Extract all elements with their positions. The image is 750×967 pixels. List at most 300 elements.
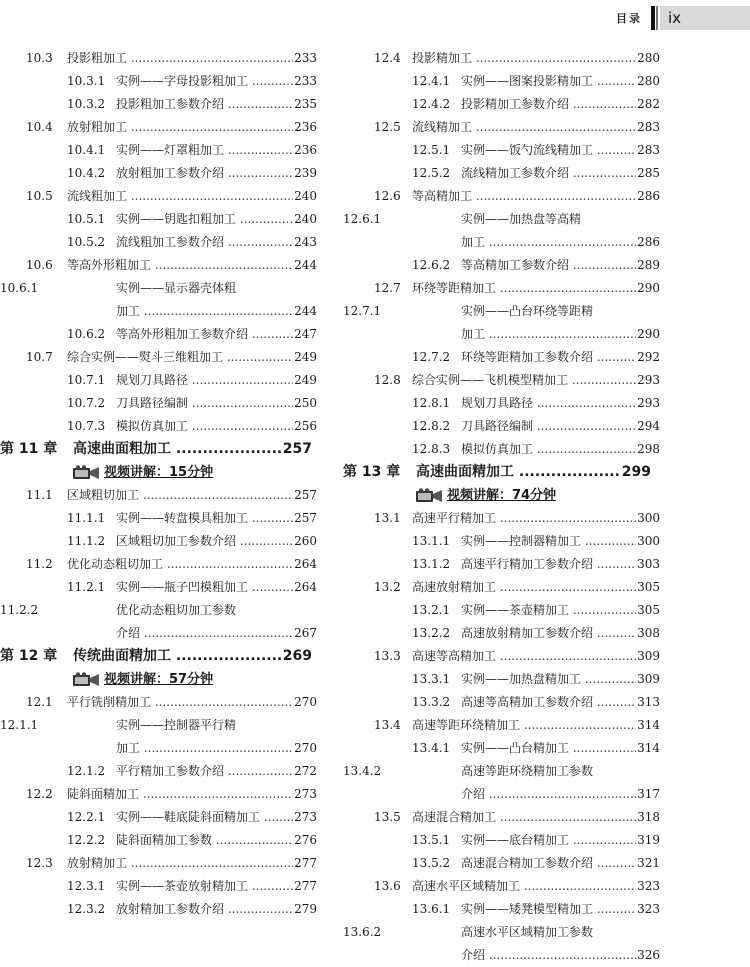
entry-number: 10.6 [26,258,53,272]
entry-title: 投影粗加工 ..... [67,47,302,70]
entry-number: 10.4 [26,120,53,134]
toc-section-entry[interactable] [343,714,673,737]
toc-section-entry[interactable] [0,47,330,70]
toc-chapter-entry[interactable] [0,645,330,668]
entry-page: 313 [636,691,660,714]
toc-subsection-entry[interactable] [0,208,330,231]
entry-page: 283 [636,116,660,139]
entry-number: 13.4 [374,718,401,732]
entry-number: 12.1.2 [67,764,106,778]
entry-page: 285 [636,162,660,185]
toc-section-entry[interactable] [343,645,673,668]
entry-title: 高速等高精加工参数介绍 ..... [461,691,645,714]
entry-title: 高速等高精加工 ..... [412,645,645,668]
entry-page: 282 [636,93,660,116]
video-lecture-label: 视频讲解：57分钟 [104,672,214,687]
entry-number: 12.4.1 [412,74,451,88]
entry-title: 介绍 ..... [461,944,645,967]
toc-subsection-entry[interactable] [0,576,330,599]
entry-page: 279 [293,898,317,921]
toc-subsection-entry[interactable] [343,921,673,944]
toc-section-entry[interactable] [0,852,330,875]
entry-number: 13.2.1 [412,603,451,617]
entry-title: 实例——显示器壳体粗 [116,281,237,295]
entry-title: 实例——字母投影粗加工 ..... [116,70,302,93]
running-header [0,0,750,36]
entry-number: 13.4.1 [412,741,451,755]
entry-title: 实例——钥匙扣粗加工 ..... [116,208,302,231]
page-number: ix [668,9,682,27]
toc-subsection-entry[interactable] [0,93,330,116]
entry-title: 流线精加工参数介绍 ..... [461,162,645,185]
entry-number: 12.3.2 [67,902,106,916]
toc-subsection-entry[interactable] [343,254,673,277]
entry-page: 276 [293,829,317,852]
entry-title: 加工 ..... [461,323,645,346]
entry-number: 12.6.1 [343,212,382,226]
toc-section-entry[interactable] [343,185,673,208]
entry-title: 实例——底台精加工 ..... [461,829,645,852]
entry-title: 加工 ..... [116,300,302,323]
toc-section-entry[interactable] [343,47,673,70]
entry-number: 10.4.1 [67,143,106,157]
entry-title: 实例——饭勺流线精加工 ..... [461,139,645,162]
toc-section-entry[interactable] [0,346,330,369]
entry-number: 12.7.1 [343,304,382,318]
entry-title: 实例——瓶子凹模粗加工 ..... [116,576,302,599]
toc-section-entry[interactable] [0,116,330,139]
entry-page: 249 [293,369,317,392]
header-title: 目录 [616,12,642,25]
entry-page: 298 [636,438,660,461]
entry-title: 流线粗加工参数介绍 ..... [116,231,302,254]
entry-title: 实例——加热盘等高精 [461,212,582,226]
entry-page: 283 [636,139,660,162]
entry-title: 高速等距环绕精加工 ..... [412,714,645,737]
entry-page: 273 [293,783,317,806]
toc-subsection-entry[interactable] [0,622,330,645]
entry-number: 12.2.2 [67,833,106,847]
toc-subsection-entry[interactable] [343,415,673,438]
entry-page: 300 [636,507,660,530]
toc-subsection-entry[interactable] [343,737,673,760]
video-lecture-label: 视频讲解：74分钟 [447,488,557,503]
toc-subsection-entry[interactable] [343,208,673,231]
entry-title: 模拟仿真加工 ..... [116,415,302,438]
entry-title: 放射粗加工参数介绍 ..... [116,162,302,185]
entry-number: 10.7.2 [67,396,106,410]
toc-section-entry[interactable] [0,691,330,714]
entry-title: 介绍 ..... [461,783,645,806]
entry-title: 介绍 ..... [116,622,302,645]
entry-number: 13.1.2 [412,557,451,571]
entry-number: 12.3.1 [67,879,106,893]
entry-number: 13.6 [374,879,401,893]
entry-number: 12.1.1 [0,718,39,732]
entry-page: 323 [636,875,660,898]
entry-number: 13.1.1 [412,534,451,548]
entry-page: 235 [293,93,317,116]
entry-page: 239 [293,162,317,185]
header-divider-thin [656,6,658,30]
toc-subsection-entry[interactable] [343,392,673,415]
entry-page: 247 [293,323,317,346]
entry-page: 244 [293,300,317,323]
entry-title: 放射粗加工 ..... [67,116,302,139]
entry-title: 模拟仿真加工 ..... [461,438,645,461]
entry-page: 289 [636,254,660,277]
chapter-number: 第 11 章 [0,441,58,457]
entry-number: 11.1 [26,488,53,502]
toc-section-entry[interactable] [0,783,330,806]
toc-subsection-entry[interactable] [0,300,330,323]
entry-number: 12.7 [374,281,401,295]
video-lecture-link[interactable] [0,668,330,691]
toc-subsection-entry[interactable] [0,323,330,346]
entry-title: 加工 ..... [116,737,302,760]
toc-subsection-entry[interactable] [343,852,673,875]
entry-page: 277 [293,852,317,875]
toc-section-entry[interactable] [343,875,673,898]
entry-page: 240 [293,185,317,208]
entry-number: 10.3.1 [67,74,106,88]
entry-page: 303 [636,553,660,576]
entry-title: 高速混合精加工 ..... [412,806,645,829]
entry-title: 投影粗加工参数介绍 ..... [116,93,302,116]
entry-page: 308 [636,622,660,645]
toc-section-entry[interactable] [0,185,330,208]
entry-title: 等高精加工 ..... [412,185,645,208]
toc-section-entry[interactable] [0,254,330,277]
entry-number: 13.3.1 [412,672,451,686]
chapter-page: 257 [282,438,312,461]
entry-number: 12.5.2 [412,166,451,180]
entry-page: 314 [636,714,660,737]
entry-number: 13.3 [374,649,401,663]
entry-number: 12.8.2 [412,419,451,433]
entry-number: 10.5.1 [67,212,106,226]
entry-page: 264 [293,553,317,576]
entry-page: 317 [636,783,660,806]
entry-number: 10.7.3 [67,419,106,433]
toc-subsection-entry[interactable] [0,162,330,185]
entry-page: 256 [293,415,317,438]
entry-number: 11.2.1 [67,580,106,594]
toc-subsection-entry[interactable] [343,668,673,691]
entry-number: 10.6.2 [67,327,106,341]
entry-title: 高速水平区域精加工 ..... [412,875,645,898]
toc-subsection-entry[interactable] [343,93,673,116]
toc-subsection-entry[interactable] [343,323,673,346]
entry-number: 12.1 [26,695,53,709]
toc-section-entry[interactable] [0,484,330,507]
entry-title: 陡斜面精加工 ..... [67,783,302,806]
toc-subsection-entry[interactable] [0,369,330,392]
entry-page: 305 [636,599,660,622]
toc-section-entry[interactable] [0,553,330,576]
entry-page: 300 [636,530,660,553]
entry-page: 309 [636,668,660,691]
toc-subsection-entry[interactable] [0,599,330,622]
toc-subsection-entry[interactable] [343,70,673,93]
entry-page: 280 [636,47,660,70]
entry-title: 投影精加工参数介绍 ..... [461,93,645,116]
toc-subsection-entry[interactable] [343,944,673,967]
toc-subsection-entry[interactable] [0,392,330,415]
entry-number: 13.5.1 [412,833,451,847]
toc-subsection-entry[interactable] [0,507,330,530]
video-lecture-link[interactable] [0,461,330,484]
entry-page: 240 [293,208,317,231]
entry-number: 12.5.1 [412,143,451,157]
toc-subsection-entry[interactable] [343,691,673,714]
toc-subsection-entry[interactable] [343,162,673,185]
entry-page: 260 [293,530,317,553]
entry-title: 优化动态粗切加工 ..... [67,553,302,576]
entry-page: 323 [636,898,660,921]
entry-number: 10.3 [26,51,53,65]
video-lecture-label: 视频讲解：15分钟 [104,465,214,480]
entry-number: 12.2 [26,787,53,801]
entry-number: 13.5 [374,810,401,824]
entry-page: 318 [636,806,660,829]
entry-page: 257 [293,507,317,530]
toc-subsection-entry[interactable] [343,530,673,553]
entry-title: 高速放射精加工 ..... [412,576,645,599]
entry-number: 13.2 [374,580,401,594]
video-camera-icon [72,465,100,480]
toc-subsection-entry[interactable] [343,231,673,254]
entry-page: 292 [636,346,660,369]
entry-title: 规划刀具路径 ..... [461,392,645,415]
entry-title: 刀具路径编制 ..... [116,392,302,415]
video-camera-icon [415,488,443,503]
entry-number: 11.2 [26,557,53,571]
entry-title: 实例——加热盘精加工 ..... [461,668,645,691]
toc-subsection-entry[interactable] [0,70,330,93]
toc-chapter-entry[interactable] [0,438,330,461]
entry-number: 12.6 [374,189,401,203]
toc-subsection-entry[interactable] [0,139,330,162]
entry-title: 等高外形粗加工 ..... [67,254,302,277]
toc-subsection-entry[interactable] [0,829,330,852]
toc-left-column [0,47,330,921]
entry-page: 243 [293,231,317,254]
toc-subsection-entry[interactable] [0,875,330,898]
entry-page: 257 [293,484,317,507]
video-lecture-link[interactable] [343,484,673,507]
entry-page: 286 [636,231,660,254]
entry-page: 321 [636,852,660,875]
chapter-title: 高速曲面粗加工 ..... [73,438,308,461]
entry-title: 实例——凸台环绕等距精 [461,304,594,318]
entry-number: 11.2.2 [0,603,39,617]
entry-title: 刀具路径编制 ..... [461,415,645,438]
toc-subsection-entry[interactable] [343,783,673,806]
entry-page: 294 [636,415,660,438]
toc-subsection-entry[interactable] [0,737,330,760]
entry-number: 13.5.2 [412,856,451,870]
entry-page: 293 [636,392,660,415]
entry-page: 293 [636,369,660,392]
entry-title: 放射精加工 ..... [67,852,302,875]
entry-title: 平行铣削精加工 ..... [67,691,302,714]
toc-subsection-entry[interactable] [343,599,673,622]
entry-number: 13.1 [374,511,401,525]
toc-section-entry[interactable] [343,507,673,530]
entry-title: 环绕等距精加工 ..... [412,277,645,300]
entry-title: 等高外形粗加工参数介绍 ..... [116,323,302,346]
toc-subsection-entry[interactable] [0,760,330,783]
entry-number: 12.8.3 [412,442,451,456]
entry-number: 12.8 [374,373,401,387]
entry-page: 280 [636,70,660,93]
chapter-title: 高速曲面精加工 ..... [416,461,647,484]
entry-page: 270 [293,737,317,760]
entry-page: 236 [293,116,317,139]
entry-title: 加工 ..... [461,231,645,254]
entry-number: 11.1.1 [67,511,106,525]
entry-page: 267 [293,622,317,645]
entry-page: 305 [636,576,660,599]
entry-page: 286 [636,185,660,208]
entry-title: 优化动态粗切加工参数 [116,603,237,617]
entry-number: 12.4 [374,51,401,65]
entry-number: 10.5.2 [67,235,106,249]
entry-page: 314 [636,737,660,760]
toc-section-entry[interactable] [343,576,673,599]
entry-title: 综合实例——熨斗三维粗加工 ..... [67,346,302,369]
entry-title: 陡斜面精加工参数 ..... [116,829,302,852]
entry-title: 实例——图案投影精加工 ..... [461,70,645,93]
entry-title: 区域粗切加工参数介绍 ..... [116,530,302,553]
entry-page: 270 [293,691,317,714]
toc-subsection-entry[interactable] [343,438,673,461]
entry-number: 10.5 [26,189,53,203]
entry-page: 290 [636,277,660,300]
entry-page: 309 [636,645,660,668]
toc-subsection-entry[interactable] [343,760,673,783]
toc-section-entry[interactable] [343,277,673,300]
entry-page: 272 [293,760,317,783]
toc-subsection-entry[interactable] [343,553,673,576]
entry-title: 高速等距环绕精加工参数 [461,764,594,778]
entry-number: 11.1.2 [67,534,106,548]
entry-title: 流线粗加工 ..... [67,185,302,208]
toc-subsection-entry[interactable] [343,300,673,323]
entry-number: 10.6.1 [0,281,39,295]
entry-title: 环绕等距精加工参数介绍 ..... [461,346,645,369]
entry-title: 实例——灯罩粗加工 ..... [116,139,302,162]
entry-number: 12.6.2 [412,258,451,272]
entry-page: 244 [293,254,317,277]
entry-title: 高速混合精加工参数介绍 ..... [461,852,645,875]
header-divider [651,6,655,30]
chapter-number: 第 13 章 [343,464,401,480]
entry-title: 实例——控制器平行精 [116,718,237,732]
entry-title: 高速平行精加工参数介绍 ..... [461,553,645,576]
entry-number: 10.4.2 [67,166,106,180]
entry-number: 10.7 [26,350,53,364]
toc-right-column [343,47,673,967]
toc-chapter-entry[interactable] [343,461,673,484]
toc-subsection-entry[interactable] [343,898,673,921]
entry-number: 12.8.1 [412,396,451,410]
entry-title: 高速平行精加工 ..... [412,507,645,530]
entry-title: 规划刀具路径 ..... [116,369,302,392]
entry-number: 13.2.2 [412,626,451,640]
toc-subsection-entry[interactable] [343,622,673,645]
entry-title: 平行精加工参数介绍 ..... [116,760,302,783]
entry-title: 等高精加工参数介绍 ..... [461,254,645,277]
entry-title: 区域粗切加工 ..... [67,484,302,507]
entry-number: 10.3.2 [67,97,106,111]
toc-subsection-entry[interactable] [343,346,673,369]
toc-subsection-entry[interactable] [343,139,673,162]
entry-page: 273 [293,806,317,829]
entry-number: 12.2.1 [67,810,106,824]
entry-page: 277 [293,875,317,898]
entry-page: 290 [636,323,660,346]
toc-subsection-entry[interactable] [343,829,673,852]
entry-number: 12.5 [374,120,401,134]
entry-title: 实例——茶壶精加工 ..... [461,599,645,622]
chapter-title: 传统曲面精加工 ..... [73,645,308,668]
toc-subsection-entry[interactable] [0,530,330,553]
toc-subsection-entry[interactable] [0,806,330,829]
entry-title: 实例——矮凳模型精加工 ..... [461,898,645,921]
entry-title: 实例——茶壶放射精加工 ..... [116,875,302,898]
entry-page: 326 [636,944,660,967]
chapter-page: 299 [621,461,651,484]
entry-page: 264 [293,576,317,599]
toc-subsection-entry[interactable] [0,898,330,921]
entry-title: 高速放射精加工参数介绍 ..... [461,622,645,645]
toc-subsection-entry[interactable] [0,231,330,254]
entry-number: 13.6.2 [343,925,382,939]
entry-page: 233 [293,70,317,93]
entry-title: 实例——转盘模具粗加工 ..... [116,507,302,530]
entry-page: 236 [293,139,317,162]
toc-section-entry[interactable] [343,369,673,392]
entry-title: 实例——控制器精加工 ..... [461,530,645,553]
entry-title: 高速水平区域精加工参数 [461,925,594,939]
entry-title: 实例——凸台精加工 ..... [461,737,645,760]
entry-page: 319 [636,829,660,852]
toc-subsection-entry[interactable] [0,714,330,737]
entry-title: 流线精加工 ..... [412,116,645,139]
entry-title: 实例——鞋底陡斜面精加工 ..... [116,806,302,829]
chapter-number: 第 12 章 [0,648,58,664]
entry-number: 13.3.2 [412,695,451,709]
video-camera-icon [72,672,100,687]
entry-number: 10.7.1 [67,373,106,387]
entry-number: 13.6.1 [412,902,451,916]
entry-page: 233 [293,47,317,70]
toc-subsection-entry[interactable] [0,415,330,438]
chapter-page: 269 [282,645,312,668]
entry-page: 249 [293,346,317,369]
entry-number: 12.4.2 [412,97,451,111]
toc-section-entry[interactable] [343,116,673,139]
entry-title: 放射精加工参数介绍 ..... [116,898,302,921]
entry-title: 投影精加工 ..... [412,47,645,70]
entry-page: 250 [293,392,317,415]
toc-subsection-entry[interactable] [0,277,330,300]
entry-number: 12.7.2 [412,350,451,364]
entry-title: 综合实例——飞机模型精加工 ..... [412,369,645,392]
toc-section-entry[interactable] [343,806,673,829]
